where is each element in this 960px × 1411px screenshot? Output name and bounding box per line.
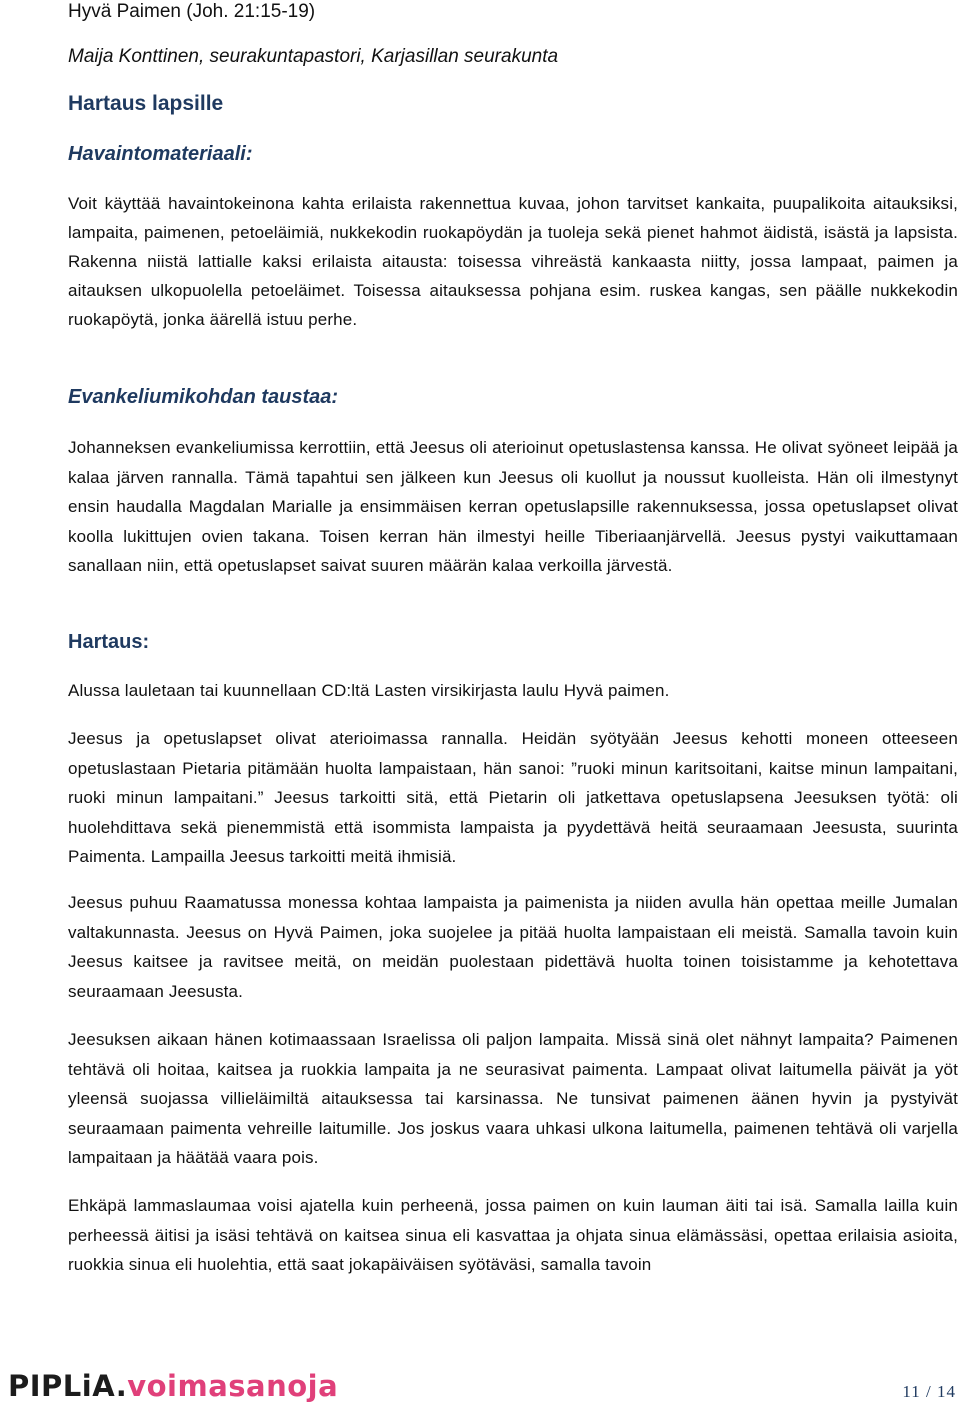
page-number: 11 / 14 (902, 1382, 956, 1401)
paragraph-meal: Jeesus ja opetuslapset olivat aterioimassa rannalla. Heidän syötyään Jeesus kehotti moneen otteeseen opetuslastaan Pietaria pitämään huolta lampaistaan, hän sanoi: ”ruoki minun karitsoitani, kaitse minun lampaitani, ruoki minun lampaitani.” Jeesus tarkoitti sitä, että Pietarin oli jatkettava opetuslapsena Jeesuksen työtä: oli huolehdittava sekä pienemmistä että isommista lampaista ja pyydettävä heitä seuraamaan Jeesusta, suurinta Paimenta. Lampailla Jeesus tarkoitti meitä ihmisiä. (68, 729, 958, 867)
heading-background: Evankeliumikohdan taustaa: (68, 386, 339, 408)
paragraph-sheep-israel: Jeesuksen aikaan hänen kotimaassaan Israelissa oli paljon lampaita. Missä sinä olet nähnyt lampaita? Paimenen tehtävä oli hoitaa, kaitsea ja ruokkia lampaita ja ne seurasivat paimenta. Lampaat olivat laitumella päivät ja yöt yleensä suojassa villieläimiltä aitauksessa tai karsinassa. Ne tunsivat paimenen äänen hyvin ja pystyivät seuraamaan paimenta vehreille laitumille. Jos joskus vaara uhkasi ulkona laitumella, paimenen tehtävä oli varjella lampaitaan ja häätää vaara pois. (68, 1030, 958, 1168)
paragraph-background: Johanneksen evankeliumissa kerrottiin, että Jeesus oli aterioinut opetuslastensa kanssa. He olivat syöneet leipää ja kalaa järven rannalla. Tämä tapahtui sen jälkeen kun Jeesus oli kuollut ja noussut kuolleista. Hän oli ilmestynyt ensin haudalla Magdalan Marialle ja ensimmäisen kerran opetuslapsille rakennuksessa, jossa opetuslapset olivat koolla lukittujen ovien takana. Toisen kerran hän ilmestyi heille Tiberiaanjärvellä. Jeesus pystyi vaikuttamaan sanallaan niin, että opetuslapset saivat suuren määrän kalaa verkoilla järvestä. (68, 438, 958, 576)
paragraph-song: Alussa lauletaan tai kuunnellaan CD:ltä Lasten virsikirjasta laulu Hyvä paimen. (68, 681, 670, 700)
paragraph-family: Ehkäpä lammaslaumaa voisi ajatella kuin perheenä, jossa paimen on kuin lauman äiti tai isä. Samalla lailla kuin perheessä äitisi ja isäsi tehtävä on kaitsea sinua eli kasvattaa ja ohjata sinua elämässäsi, opettaa erilaisia asioita, ruokkia sinua eli huolehtia, että saat jokapäiväisen syötäväsi, samalla tavoin (68, 1196, 958, 1275)
author-line: Maija Konttinen, seurakuntapastori, Karjasillan seurakunta (68, 46, 559, 67)
paragraph-materials: Voit käyttää havaintokeinona kahta erilaista rakennettua kuvaa, johon tarvitset kankaita, puupalikoita aitauksiksi, lampaita, paimenen, petoeläimiä, nukkekodin ruokapöydän ja tuoleja sekä pienet hahmot äidistä, isästä ja lapsista. Rakenna niistä lattialle kaksi erilaista aitausta: toisessa vihreästä kankaasta niitty, jossa lampaat, paimen ja aitauksen ulkopuolella petoeläimet. Toisessa aitauksessa pohjana esim. ruskea kangas, sen päälle nukkekodin ruokapöytä, jonka äärellä istuu perhe. (68, 194, 958, 329)
logo-text-voimasanoja: voimasanoja (127, 1369, 339, 1403)
document-title: Hyvä Paimen (Joh. 21:15-19) (68, 1, 316, 22)
heading-materials: Havaintomateriaali: (68, 143, 253, 165)
piplia-logo (8, 1366, 338, 1406)
section-title: Hartaus lapsille (68, 92, 224, 115)
heading-devotion: Hartaus: (68, 631, 150, 653)
logo-text-piplia: PIPLiA. (8, 1369, 128, 1403)
paragraph-good-shepherd: Jeesus puhuu Raamatussa monessa kohtaa lampaista ja paimenista ja niiden avulla hän opettaa meille Jumalan valtakunnasta. Jeesus on Hyvä Paimen, joka suojelee ja pitää huolta lampaistaan eli meistä. Samalla tavoin kuin Jeesus kaitsee ja ravitsee meitä, on meidän puolestaan pidettävä huolta toinen toisistamme ja kehotettava seuraamaan Jeesusta. (68, 893, 958, 1001)
